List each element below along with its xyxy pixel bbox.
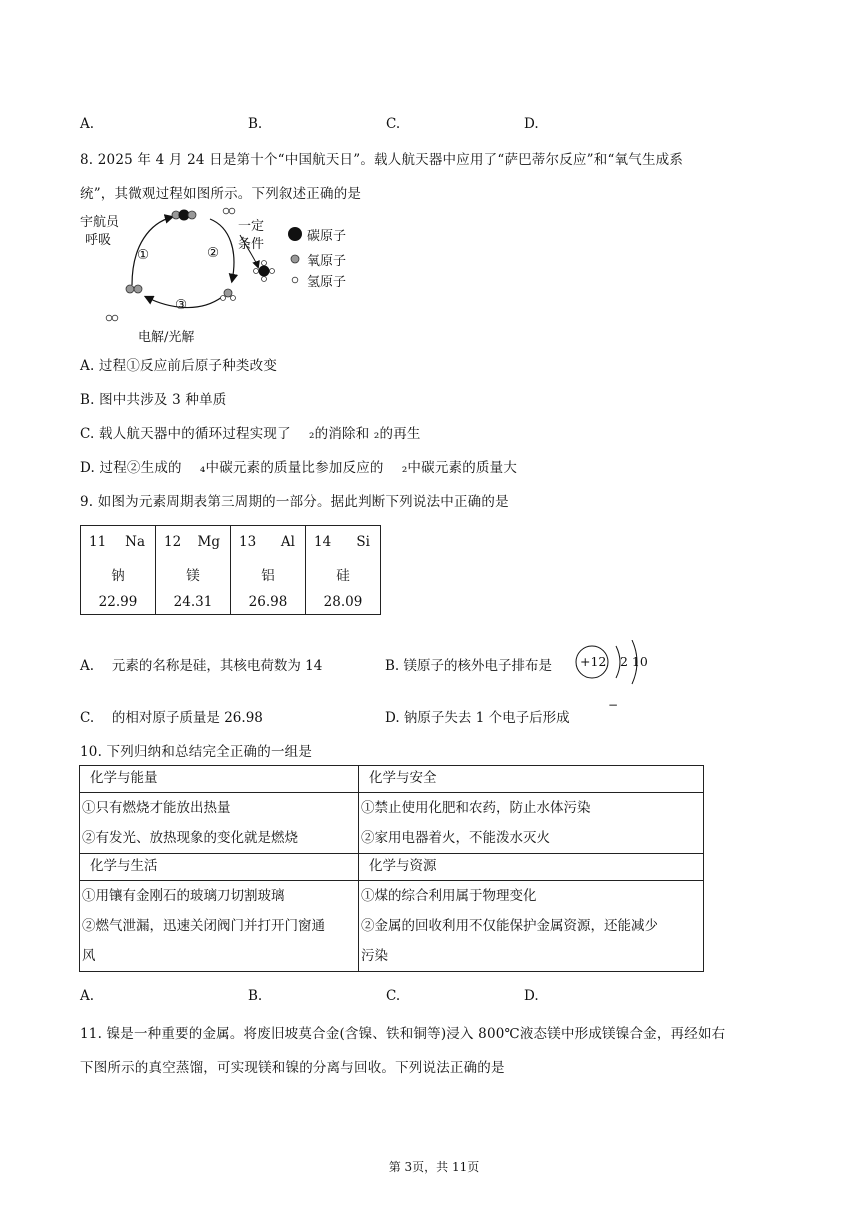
q9-option-c: C. 的相对原子质量是 26.98 [80, 710, 263, 726]
nucleus-charge: +12 [580, 654, 607, 669]
q10-option-a: A. [80, 988, 95, 1004]
element-cell [231, 526, 306, 615]
q7-option-c: C. [386, 116, 401, 132]
q7-option-a: A. [80, 116, 95, 132]
element-symbol: Mg [197, 534, 220, 550]
label-condition-1: 一定 [238, 219, 265, 234]
element-name: 铝 [261, 568, 275, 584]
q8-option-c: C. 载人航天器中的循环过程实现了 ₂的消除和 ₂的再生 [80, 426, 421, 442]
legend-oxygen: 氧原子 [307, 254, 347, 269]
q7-option-b: B. [248, 116, 263, 132]
cell-life-title: 化学与生活 [80, 854, 359, 881]
q11-stem-line1: 11. 镍是一种重要的金属。将废旧坡莫合金(含镍、铁和铜等)浸入 800℃液态镁中形成镁镍合金，再经如右 [80, 1026, 726, 1042]
label-astronaut: 宇航员 [80, 215, 120, 230]
q8-cycle-diagram [80, 205, 370, 345]
cell-resource-title: 化学与资源 [359, 854, 704, 881]
element-symbol: Si [356, 534, 370, 550]
resource-item-2b: 污染 [361, 948, 388, 964]
atomic-mass: 28.09 [323, 594, 363, 610]
page-number-footer: 第 3页，共 11页 [388, 1160, 480, 1174]
q7-option-d: D. [524, 116, 539, 132]
energy-item-1: ①只有燃烧才能放出热量 [82, 800, 231, 816]
q9-option-b: B. 镁原子的核外电子排布是 [385, 658, 553, 674]
cell-safety-body [359, 793, 704, 854]
element-cell [81, 526, 156, 615]
step-2-label: ② [207, 245, 220, 261]
life-item-1: ①用镶有金刚石的玻璃刀切割玻璃 [82, 888, 285, 904]
label-electrolysis: 电解/光解 [138, 330, 195, 345]
q10-option-b: B. [248, 988, 263, 1004]
q10-stem: 10. 下列归纳和总结完全正确的一组是 [80, 744, 313, 760]
atomic-number: 13 [239, 534, 257, 550]
q10-summary-table [79, 765, 704, 972]
q10-options [0, 988, 868, 1008]
element-name: 硅 [336, 568, 350, 584]
element-symbol: Al [280, 534, 295, 550]
label-condition-2: 条件 [238, 237, 265, 252]
resource-item-1: ①煤的综合利用属于物理变化 [361, 888, 537, 904]
atomic-number: 14 [314, 534, 332, 550]
q9-option-d: D. 钠原子失去 1 个电子后形成 [385, 710, 570, 726]
cell-energy-title: 化学与能量 [80, 766, 359, 793]
shell-electrons: 2 10 [620, 654, 648, 669]
cell-energy-body [80, 793, 359, 854]
life-item-2a: ②燃气泄漏，迅速关闭阀门并打开门窗通 [82, 918, 325, 934]
atomic-mass: 26.98 [248, 594, 288, 610]
cell-resource-body [359, 881, 704, 972]
legend-hydrogen: 氢原子 [307, 275, 347, 290]
q11-stem-line2: 下图所示的真空蒸馏，可实现镁和镍的分离与回收。下列说法正确的是 [80, 1060, 505, 1076]
label-breathing: 呼吸 [85, 233, 112, 248]
q8-stem-line2: 统”，其微观过程如图所示。下列叙述正确的是 [80, 186, 362, 202]
mg-electron-diagram [572, 640, 662, 690]
energy-item-2: ②有发光、放热现象的变化就是燃烧 [82, 830, 298, 846]
resource-item-2a: ②金属的回收利用不仅能保护金属资源，还能减少 [361, 918, 658, 934]
step-3-label: ③ [175, 297, 188, 313]
life-item-2b: 风 [82, 948, 96, 964]
atomic-number: 12 [164, 534, 182, 550]
legend-carbon: 碳原子 [307, 229, 347, 244]
element-cell [156, 526, 231, 615]
safety-item-1: ①禁止使用化肥和农药，防止水体污染 [361, 800, 591, 816]
atomic-number: 11 [89, 534, 107, 550]
cell-safety-title: 化学与安全 [359, 766, 704, 793]
q7-options [0, 116, 868, 136]
q8-option-d: D. 过程②生成的 ₄中碳元素的质量比参加反应的 ₂中碳元素的质量大 [80, 460, 518, 476]
atomic-mass: 22.99 [98, 594, 138, 610]
cell-life-body [80, 881, 359, 972]
element-cell [306, 526, 381, 615]
q10-option-d: D. [524, 988, 539, 1004]
q8-option-a: A. 过程①反应前后原子种类改变 [80, 358, 278, 374]
ion-charge-superscript: − [608, 698, 619, 712]
q8-option-b: B. 图中共涉及 3 种单质 [80, 392, 227, 408]
element-symbol: Na [125, 534, 145, 550]
q9-option-a: A. 元素的名称是硅，其核电荷数为 14 [80, 658, 323, 674]
q8-stem-line1: 8. 2025 年 4 月 24 日是第十个“中国航天日”。载人航天器中应用了“萨巴蒂尔反应”和“氧气生成系 [80, 152, 684, 168]
atomic-mass: 24.31 [173, 594, 213, 610]
safety-item-2: ②家用电器着火，不能泼水灭火 [361, 830, 550, 846]
periodic-table-fragment [80, 525, 381, 615]
q10-option-c: C. [386, 988, 401, 1004]
element-name: 钠 [111, 568, 125, 584]
element-name: 镁 [186, 568, 200, 584]
step-1-label: ① [137, 247, 150, 263]
q9-stem: 9. 如图为元素周期表第三周期的一部分。据此判断下列说法中正确的是 [80, 494, 509, 510]
